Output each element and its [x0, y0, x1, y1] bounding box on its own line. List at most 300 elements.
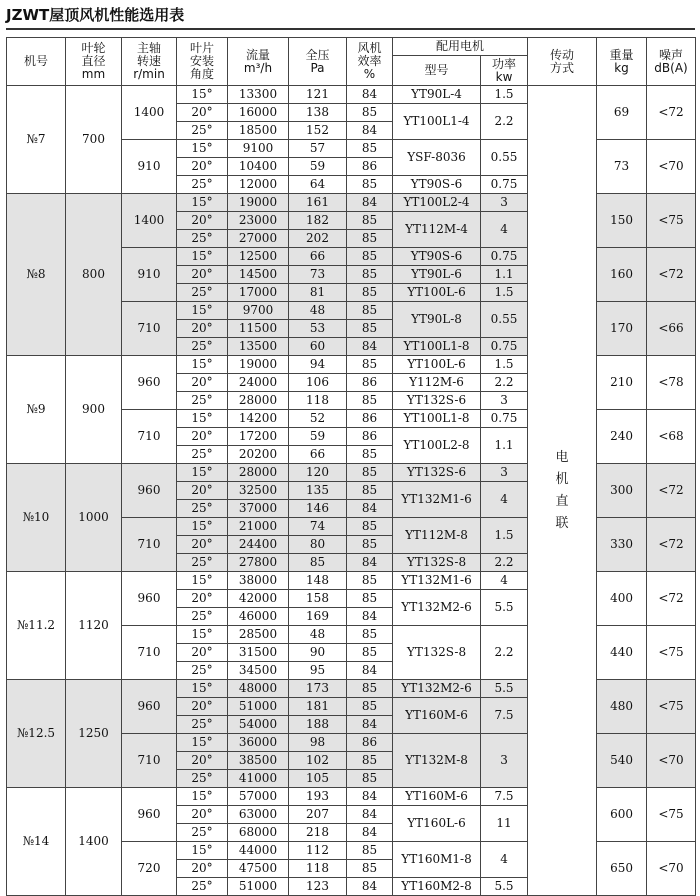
pressure-cell: 169: [289, 608, 347, 626]
motor-power-cell: 1.1: [481, 266, 528, 284]
pressure-cell: 182: [289, 212, 347, 230]
efficiency-cell: 85: [347, 860, 393, 878]
motor-power-cell: 1.5: [481, 284, 528, 302]
pressure-cell: 73: [289, 266, 347, 284]
pressure-cell: 121: [289, 86, 347, 104]
flow-cell: 51000: [228, 878, 289, 896]
motor-power-cell: 5.5: [481, 680, 528, 698]
efficiency-cell: 84: [347, 788, 393, 806]
angle-cell: 20°: [177, 536, 228, 554]
pressure-cell: 146: [289, 500, 347, 518]
motor-type-cell: YSF-8036: [393, 140, 481, 176]
motor-power-cell: 1.5: [481, 356, 528, 374]
angle-cell: 20°: [177, 428, 228, 446]
pressure-cell: 48: [289, 626, 347, 644]
efficiency-cell: 86: [347, 410, 393, 428]
speed-cell: 960: [122, 572, 177, 626]
diameter-cell: 1400: [66, 788, 122, 896]
angle-cell: 15°: [177, 248, 228, 266]
title-rule: [6, 28, 695, 30]
efficiency-cell: 85: [347, 392, 393, 410]
flow-cell: 16000: [228, 104, 289, 122]
angle-cell: 15°: [177, 356, 228, 374]
pressure-cell: 95: [289, 662, 347, 680]
model-cell: №7: [7, 86, 66, 194]
header-diameter: 叶轮 直径 mm: [66, 38, 122, 86]
noise-cell: <72: [647, 518, 696, 572]
weight-cell: 540: [597, 734, 647, 788]
header-motor-power: 功率 kw: [481, 56, 528, 86]
efficiency-cell: 85: [347, 644, 393, 662]
weight-cell: 210: [597, 356, 647, 410]
diameter-cell: 700: [66, 86, 122, 194]
pressure-cell: 57: [289, 140, 347, 158]
flow-cell: 32500: [228, 482, 289, 500]
angle-cell: 15°: [177, 410, 228, 428]
flow-cell: 17000: [228, 284, 289, 302]
efficiency-cell: 84: [347, 824, 393, 842]
header-drive: 传动 方式: [528, 38, 597, 86]
efficiency-cell: 85: [347, 590, 393, 608]
motor-type-cell: Y112M-6: [393, 374, 481, 392]
weight-cell: 650: [597, 842, 647, 896]
motor-power-cell: 11: [481, 806, 528, 842]
motor-type-cell: YT132S-6: [393, 392, 481, 410]
flow-cell: 21000: [228, 518, 289, 536]
angle-cell: 25°: [177, 500, 228, 518]
flow-cell: 37000: [228, 500, 289, 518]
flow-cell: 36000: [228, 734, 289, 752]
angle-cell: 25°: [177, 662, 228, 680]
noise-cell: <75: [647, 626, 696, 680]
header-motor-type: 型号: [393, 56, 481, 86]
weight-cell: 69: [597, 86, 647, 140]
motor-type-cell: YT160M-6: [393, 698, 481, 734]
model-cell: №9: [7, 356, 66, 464]
motor-type-cell: YT132S-8: [393, 554, 481, 572]
weight-cell: 440: [597, 626, 647, 680]
pressure-cell: 80: [289, 536, 347, 554]
efficiency-cell: 85: [347, 284, 393, 302]
angle-cell: 20°: [177, 374, 228, 392]
efficiency-cell: 85: [347, 140, 393, 158]
motor-type-cell: YT90S-6: [393, 176, 481, 194]
diameter-cell: 900: [66, 356, 122, 464]
angle-cell: 20°: [177, 104, 228, 122]
flow-cell: 19000: [228, 356, 289, 374]
motor-power-cell: 0.75: [481, 248, 528, 266]
pressure-cell: 64: [289, 176, 347, 194]
angle-cell: 25°: [177, 230, 228, 248]
flow-cell: 38000: [228, 572, 289, 590]
weight-cell: 240: [597, 410, 647, 464]
pressure-cell: 90: [289, 644, 347, 662]
flow-cell: 47500: [228, 860, 289, 878]
angle-cell: 15°: [177, 140, 228, 158]
header-angle: 叶片 安装 角度: [177, 38, 228, 86]
flow-cell: 42000: [228, 590, 289, 608]
angle-cell: 25°: [177, 122, 228, 140]
angle-cell: 25°: [177, 608, 228, 626]
motor-type-cell: YT132M2-6: [393, 680, 481, 698]
angle-cell: 15°: [177, 626, 228, 644]
pressure-cell: 60: [289, 338, 347, 356]
angle-cell: 25°: [177, 770, 228, 788]
efficiency-cell: 86: [347, 374, 393, 392]
noise-cell: <68: [647, 410, 696, 464]
motor-power-cell: 0.75: [481, 338, 528, 356]
diameter-cell: 1250: [66, 680, 122, 788]
noise-cell: <75: [647, 194, 696, 248]
flow-cell: 14500: [228, 266, 289, 284]
efficiency-cell: 85: [347, 770, 393, 788]
motor-type-cell: YT112M-8: [393, 518, 481, 554]
flow-cell: 20200: [228, 446, 289, 464]
pressure-cell: 188: [289, 716, 347, 734]
angle-cell: 20°: [177, 752, 228, 770]
angle-cell: 20°: [177, 212, 228, 230]
flow-cell: 48000: [228, 680, 289, 698]
angle-cell: 15°: [177, 194, 228, 212]
angle-cell: 25°: [177, 284, 228, 302]
efficiency-cell: 84: [347, 662, 393, 680]
motor-type-cell: YT90L-8: [393, 302, 481, 338]
angle-cell: 15°: [177, 572, 228, 590]
efficiency-cell: 85: [347, 464, 393, 482]
efficiency-cell: 85: [347, 752, 393, 770]
flow-cell: 46000: [228, 608, 289, 626]
noise-cell: <72: [647, 464, 696, 518]
pressure-cell: 193: [289, 788, 347, 806]
angle-cell: 25°: [177, 716, 228, 734]
motor-power-cell: 0.75: [481, 176, 528, 194]
motor-type-cell: YT100L2-8: [393, 428, 481, 464]
flow-cell: 27800: [228, 554, 289, 572]
efficiency-cell: 85: [347, 104, 393, 122]
pressure-cell: 106: [289, 374, 347, 392]
motor-type-cell: YT132M2-6: [393, 590, 481, 626]
flow-cell: 17200: [228, 428, 289, 446]
motor-power-cell: 3: [481, 392, 528, 410]
motor-power-cell: 4: [481, 212, 528, 248]
speed-cell: 910: [122, 140, 177, 194]
efficiency-cell: 85: [347, 446, 393, 464]
efficiency-cell: 85: [347, 230, 393, 248]
efficiency-cell: 85: [347, 572, 393, 590]
header-model: 机号: [7, 38, 66, 86]
angle-cell: 20°: [177, 644, 228, 662]
flow-cell: 28500: [228, 626, 289, 644]
motor-power-cell: 2.2: [481, 104, 528, 140]
efficiency-cell: 84: [347, 878, 393, 896]
weight-cell: 330: [597, 518, 647, 572]
header-flow: 流量 m³/h: [228, 38, 289, 86]
pressure-cell: 152: [289, 122, 347, 140]
pressure-cell: 118: [289, 392, 347, 410]
efficiency-cell: 84: [347, 122, 393, 140]
motor-type-cell: YT100L-6: [393, 284, 481, 302]
pressure-cell: 59: [289, 428, 347, 446]
flow-cell: 27000: [228, 230, 289, 248]
angle-cell: 20°: [177, 806, 228, 824]
efficiency-cell: 84: [347, 608, 393, 626]
header-speed: 主轴 转速 r/min: [122, 38, 177, 86]
noise-cell: <66: [647, 302, 696, 356]
motor-power-cell: 2.2: [481, 374, 528, 392]
flow-cell: 41000: [228, 770, 289, 788]
motor-type-cell: YT100L-6: [393, 356, 481, 374]
flow-cell: 63000: [228, 806, 289, 824]
angle-cell: 20°: [177, 158, 228, 176]
angle-cell: 25°: [177, 392, 228, 410]
angle-cell: 15°: [177, 842, 228, 860]
speed-cell: 710: [122, 518, 177, 572]
efficiency-cell: 85: [347, 842, 393, 860]
motor-type-cell: YT100L1-8: [393, 410, 481, 428]
flow-cell: 9100: [228, 140, 289, 158]
pressure-cell: 66: [289, 248, 347, 266]
motor-type-cell: YT112M-4: [393, 212, 481, 248]
weight-cell: 480: [597, 680, 647, 734]
pressure-cell: 123: [289, 878, 347, 896]
motor-power-cell: 0.55: [481, 140, 528, 176]
noise-cell: <75: [647, 788, 696, 842]
flow-cell: 28000: [228, 392, 289, 410]
noise-cell: <78: [647, 356, 696, 410]
flow-cell: 13300: [228, 86, 289, 104]
model-cell: №12.5: [7, 680, 66, 788]
flow-cell: 44000: [228, 842, 289, 860]
pressure-cell: 173: [289, 680, 347, 698]
noise-cell: <70: [647, 140, 696, 194]
speed-cell: 1400: [122, 194, 177, 248]
motor-type-cell: YT90L-4: [393, 86, 481, 104]
speed-cell: 960: [122, 788, 177, 842]
motor-type-cell: YT160M2-8: [393, 878, 481, 896]
flow-cell: 10400: [228, 158, 289, 176]
speed-cell: 910: [122, 248, 177, 302]
pressure-cell: 66: [289, 446, 347, 464]
angle-cell: 25°: [177, 338, 228, 356]
weight-cell: 600: [597, 788, 647, 842]
weight-cell: 160: [597, 248, 647, 302]
angle-cell: 15°: [177, 86, 228, 104]
motor-type-cell: YT90L-6: [393, 266, 481, 284]
efficiency-cell: 84: [347, 554, 393, 572]
flow-cell: 12500: [228, 248, 289, 266]
pressure-cell: 207: [289, 806, 347, 824]
pressure-cell: 59: [289, 158, 347, 176]
flow-cell: 24400: [228, 536, 289, 554]
pressure-cell: 218: [289, 824, 347, 842]
angle-cell: 15°: [177, 680, 228, 698]
flow-cell: 28000: [228, 464, 289, 482]
pressure-cell: 48: [289, 302, 347, 320]
motor-power-cell: 4: [481, 842, 528, 878]
efficiency-cell: 84: [347, 716, 393, 734]
speed-cell: 710: [122, 302, 177, 356]
pressure-cell: 138: [289, 104, 347, 122]
angle-cell: 20°: [177, 590, 228, 608]
efficiency-cell: 85: [347, 356, 393, 374]
flow-cell: 54000: [228, 716, 289, 734]
angle-cell: 15°: [177, 788, 228, 806]
efficiency-cell: 85: [347, 302, 393, 320]
model-cell: №8: [7, 194, 66, 356]
diameter-cell: 800: [66, 194, 122, 356]
weight-cell: 73: [597, 140, 647, 194]
model-cell: №11.2: [7, 572, 66, 680]
pressure-cell: 74: [289, 518, 347, 536]
angle-cell: 25°: [177, 878, 228, 896]
motor-power-cell: 1.5: [481, 86, 528, 104]
angle-cell: 20°: [177, 482, 228, 500]
efficiency-cell: 86: [347, 734, 393, 752]
efficiency-cell: 85: [347, 698, 393, 716]
motor-power-cell: 3: [481, 734, 528, 788]
pressure-cell: 135: [289, 482, 347, 500]
flow-cell: 18500: [228, 122, 289, 140]
flow-cell: 14200: [228, 410, 289, 428]
header-noise: 噪声 dB(A): [647, 38, 696, 86]
speed-cell: 710: [122, 734, 177, 788]
efficiency-cell: 85: [347, 176, 393, 194]
motor-type-cell: YT132M1-6: [393, 482, 481, 518]
speed-cell: 960: [122, 680, 177, 734]
weight-cell: 400: [597, 572, 647, 626]
efficiency-cell: 84: [347, 86, 393, 104]
efficiency-cell: 85: [347, 536, 393, 554]
weight-cell: 150: [597, 194, 647, 248]
pressure-cell: 94: [289, 356, 347, 374]
speed-cell: 1400: [122, 86, 177, 140]
speed-cell: 960: [122, 464, 177, 518]
page-title: JZWT屋顶风机性能选用表: [6, 6, 185, 24]
motor-type-cell: YT160M1-8: [393, 842, 481, 878]
header-weight: 重量 kg: [597, 38, 647, 86]
pressure-cell: 181: [289, 698, 347, 716]
motor-power-cell: 1.1: [481, 428, 528, 464]
noise-cell: <72: [647, 572, 696, 626]
pressure-cell: 158: [289, 590, 347, 608]
motor-type-cell: YT100L2-4: [393, 194, 481, 212]
motor-power-cell: 1.5: [481, 518, 528, 554]
motor-type-cell: YT132S-8: [393, 626, 481, 680]
efficiency-cell: 86: [347, 158, 393, 176]
motor-power-cell: 3: [481, 194, 528, 212]
flow-cell: 24000: [228, 374, 289, 392]
efficiency-cell: 85: [347, 266, 393, 284]
pressure-cell: 202: [289, 230, 347, 248]
flow-cell: 31500: [228, 644, 289, 662]
motor-type-cell: YT132M-8: [393, 734, 481, 788]
pressure-cell: 118: [289, 860, 347, 878]
speed-cell: 710: [122, 626, 177, 680]
efficiency-cell: 84: [347, 500, 393, 518]
header-pressure: 全压 Pa: [289, 38, 347, 86]
motor-type-cell: YT90S-6: [393, 248, 481, 266]
angle-cell: 25°: [177, 446, 228, 464]
pressure-cell: 81: [289, 284, 347, 302]
flow-cell: 23000: [228, 212, 289, 230]
noise-cell: <75: [647, 680, 696, 734]
flow-cell: 38500: [228, 752, 289, 770]
pressure-cell: 105: [289, 770, 347, 788]
motor-power-cell: 0.75: [481, 410, 528, 428]
motor-power-cell: 2.2: [481, 626, 528, 680]
noise-cell: <72: [647, 86, 696, 140]
angle-cell: 25°: [177, 176, 228, 194]
flow-cell: 9700: [228, 302, 289, 320]
motor-power-cell: 5.5: [481, 878, 528, 896]
flow-cell: 13500: [228, 338, 289, 356]
pressure-cell: 85: [289, 554, 347, 572]
efficiency-cell: 85: [347, 680, 393, 698]
angle-cell: 15°: [177, 734, 228, 752]
angle-cell: 25°: [177, 824, 228, 842]
angle-cell: 20°: [177, 320, 228, 338]
model-cell: №14: [7, 788, 66, 896]
speed-cell: 710: [122, 410, 177, 464]
fan-performance-table: [6, 37, 696, 896]
motor-power-cell: 7.5: [481, 698, 528, 734]
weight-cell: 170: [597, 302, 647, 356]
flow-cell: 12000: [228, 176, 289, 194]
flow-cell: 68000: [228, 824, 289, 842]
angle-cell: 20°: [177, 698, 228, 716]
efficiency-cell: 84: [347, 338, 393, 356]
angle-cell: 20°: [177, 266, 228, 284]
efficiency-cell: 85: [347, 482, 393, 500]
motor-type-cell: YT160M-6: [393, 788, 481, 806]
weight-cell: 300: [597, 464, 647, 518]
motor-power-cell: 0.55: [481, 302, 528, 338]
flow-cell: 34500: [228, 662, 289, 680]
motor-power-cell: 4: [481, 572, 528, 590]
efficiency-cell: 85: [347, 626, 393, 644]
efficiency-cell: 85: [347, 320, 393, 338]
noise-cell: <72: [647, 248, 696, 302]
noise-cell: <70: [647, 734, 696, 788]
drive-cell: 电 机 直 联: [528, 86, 597, 896]
noise-cell: <70: [647, 842, 696, 896]
pressure-cell: 148: [289, 572, 347, 590]
angle-cell: 20°: [177, 860, 228, 878]
pressure-cell: 102: [289, 752, 347, 770]
pressure-cell: 120: [289, 464, 347, 482]
motor-type-cell: YT100L1-4: [393, 104, 481, 140]
motor-type-cell: YT160L-6: [393, 806, 481, 842]
motor-power-cell: 3: [481, 464, 528, 482]
angle-cell: 15°: [177, 302, 228, 320]
efficiency-cell: 84: [347, 806, 393, 824]
motor-power-cell: 7.5: [481, 788, 528, 806]
pressure-cell: 112: [289, 842, 347, 860]
motor-power-cell: 2.2: [481, 554, 528, 572]
pressure-cell: 98: [289, 734, 347, 752]
model-cell: №10: [7, 464, 66, 572]
motor-type-cell: YT100L1-8: [393, 338, 481, 356]
speed-cell: 960: [122, 356, 177, 410]
header-motor: 配用电机: [393, 38, 528, 56]
angle-cell: 15°: [177, 518, 228, 536]
motor-type-cell: YT132S-6: [393, 464, 481, 482]
flow-cell: 19000: [228, 194, 289, 212]
motor-power-cell: 5.5: [481, 590, 528, 626]
angle-cell: 25°: [177, 554, 228, 572]
flow-cell: 11500: [228, 320, 289, 338]
efficiency-cell: 85: [347, 248, 393, 266]
